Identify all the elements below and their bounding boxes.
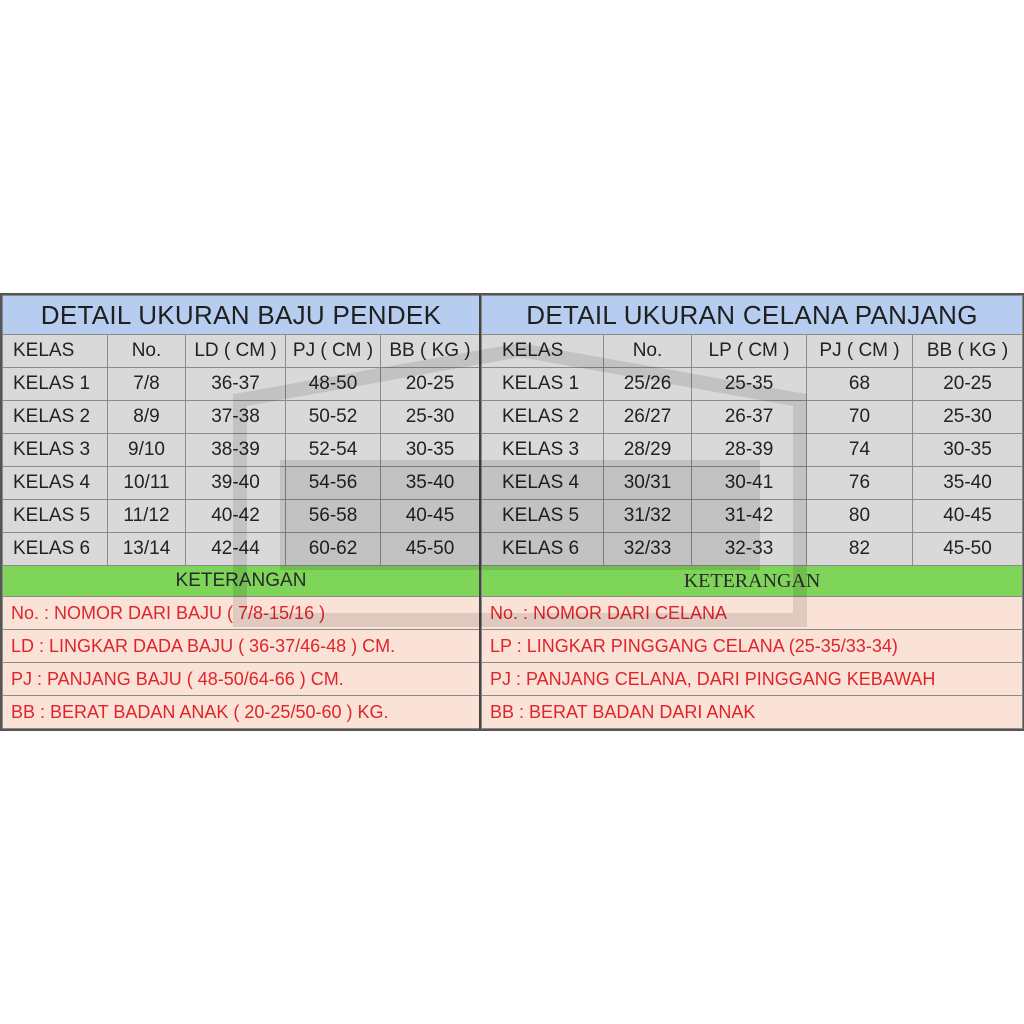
column-header: KELAS (3, 335, 108, 368)
column-header: PJ ( CM ) (807, 335, 913, 368)
table-cell: 31/32 (604, 500, 692, 533)
table-cell: 38-39 (186, 434, 286, 467)
table-cell: 10/11 (108, 467, 186, 500)
legend-note: BB : BERAT BADAN DARI ANAK (482, 696, 1023, 729)
table-cell: KELAS 5 (482, 500, 604, 533)
table-cell: 26/27 (604, 401, 692, 434)
table-row (3, 368, 480, 401)
table-cell: 45-50 (381, 533, 480, 566)
table-cell: 28/29 (604, 434, 692, 467)
table-row (482, 533, 1023, 566)
table-cell: 25-35 (692, 368, 807, 401)
table-cell: KELAS 6 (3, 533, 108, 566)
column-header: BB ( KG ) (381, 335, 480, 368)
table-row (482, 434, 1023, 467)
column-header: BB ( KG ) (913, 335, 1023, 368)
table-cell: 74 (807, 434, 913, 467)
legend-note: LP : LINGKAR PINGGANG CELANA (25-35/33-34) (482, 630, 1023, 663)
legend-note: PJ : PANJANG CELANA, DARI PINGGANG KEBAWAH (482, 663, 1023, 696)
table-cell: 68 (807, 368, 913, 401)
table-cell: 35-40 (913, 467, 1023, 500)
keterangan-header: KETERANGAN (3, 566, 480, 597)
column-header: KELAS (482, 335, 604, 368)
table-cell: 31-42 (692, 500, 807, 533)
table-cell: 30-35 (381, 434, 480, 467)
table-cell: 35-40 (381, 467, 480, 500)
table-cell: 48-50 (286, 368, 381, 401)
table-cell: 36-37 (186, 368, 286, 401)
column-header: No. (604, 335, 692, 368)
shirt-size-table (2, 295, 480, 729)
legend-note: PJ : PANJANG BAJU ( 48-50/64-66 ) CM. (3, 663, 480, 696)
table-row (3, 434, 480, 467)
table-cell: 26-37 (692, 401, 807, 434)
table-cell: 20-25 (913, 368, 1023, 401)
table-cell: 40-45 (913, 500, 1023, 533)
keterangan-header: KETERANGAN (482, 566, 1023, 597)
pants-table-title: DETAIL UKURAN CELANA PANJANG (482, 296, 1023, 335)
table-cell: 9/10 (108, 434, 186, 467)
table-cell: 13/14 (108, 533, 186, 566)
table-row (482, 401, 1023, 434)
table-cell: KELAS 6 (482, 533, 604, 566)
column-header: LD ( CM ) (186, 335, 286, 368)
table-cell: KELAS 1 (482, 368, 604, 401)
table-cell: 80 (807, 500, 913, 533)
table-cell: 76 (807, 467, 913, 500)
column-header: LP ( CM ) (692, 335, 807, 368)
table-cell: KELAS 2 (3, 401, 108, 434)
table-cell: 25-30 (381, 401, 480, 434)
table-cell: 7/8 (108, 368, 186, 401)
table-cell: 56-58 (286, 500, 381, 533)
legend-note: LD : LINGKAR DADA BAJU ( 36-37/46-48 ) CM. (3, 630, 480, 663)
table-cell: 60-62 (286, 533, 381, 566)
table-row (3, 401, 480, 434)
shirt-header-row (3, 335, 480, 368)
table-cell: KELAS 5 (3, 500, 108, 533)
table-cell: 40-45 (381, 500, 480, 533)
size-chart-sheet (0, 293, 1024, 731)
table-cell: 8/9 (108, 401, 186, 434)
legend-note: BB : BERAT BADAN ANAK ( 20-25/50-60 ) KG. (3, 696, 480, 729)
table-row (3, 533, 480, 566)
pants-header-row (482, 335, 1023, 368)
table-cell: KELAS 4 (3, 467, 108, 500)
table-cell: 32-33 (692, 533, 807, 566)
table-cell: 52-54 (286, 434, 381, 467)
pants-size-table (481, 295, 1023, 729)
legend-note: No. : NOMOR DARI CELANA (482, 597, 1023, 630)
table-cell: KELAS 3 (482, 434, 604, 467)
table-cell: 25-30 (913, 401, 1023, 434)
table-cell: KELAS 3 (3, 434, 108, 467)
table-row (3, 467, 480, 500)
table-cell: KELAS 2 (482, 401, 604, 434)
table-cell: 32/33 (604, 533, 692, 566)
table-cell: 82 (807, 533, 913, 566)
shirt-size-panel (0, 295, 479, 729)
column-header: No. (108, 335, 186, 368)
table-cell: 42-44 (186, 533, 286, 566)
table-cell: KELAS 1 (3, 368, 108, 401)
table-row (3, 500, 480, 533)
table-cell: 20-25 (381, 368, 480, 401)
shirt-table-title: DETAIL UKURAN BAJU PENDEK (3, 296, 480, 335)
table-cell: 25/26 (604, 368, 692, 401)
table-cell: 54-56 (286, 467, 381, 500)
table-cell: 30-41 (692, 467, 807, 500)
table-row (482, 500, 1023, 533)
table-cell: 28-39 (692, 434, 807, 467)
legend-note: No. : NOMOR DARI BAJU ( 7/8-15/16 ) (3, 597, 480, 630)
table-cell: KELAS 4 (482, 467, 604, 500)
table-cell: 45-50 (913, 533, 1023, 566)
table-cell: 11/12 (108, 500, 186, 533)
pants-size-panel (479, 295, 1024, 729)
table-row (482, 368, 1023, 401)
column-header: PJ ( CM ) (286, 335, 381, 368)
table-row (482, 467, 1023, 500)
table-cell: 50-52 (286, 401, 381, 434)
table-cell: 30-35 (913, 434, 1023, 467)
table-cell: 37-38 (186, 401, 286, 434)
table-cell: 70 (807, 401, 913, 434)
table-cell: 30/31 (604, 467, 692, 500)
table-cell: 39-40 (186, 467, 286, 500)
table-cell: 40-42 (186, 500, 286, 533)
